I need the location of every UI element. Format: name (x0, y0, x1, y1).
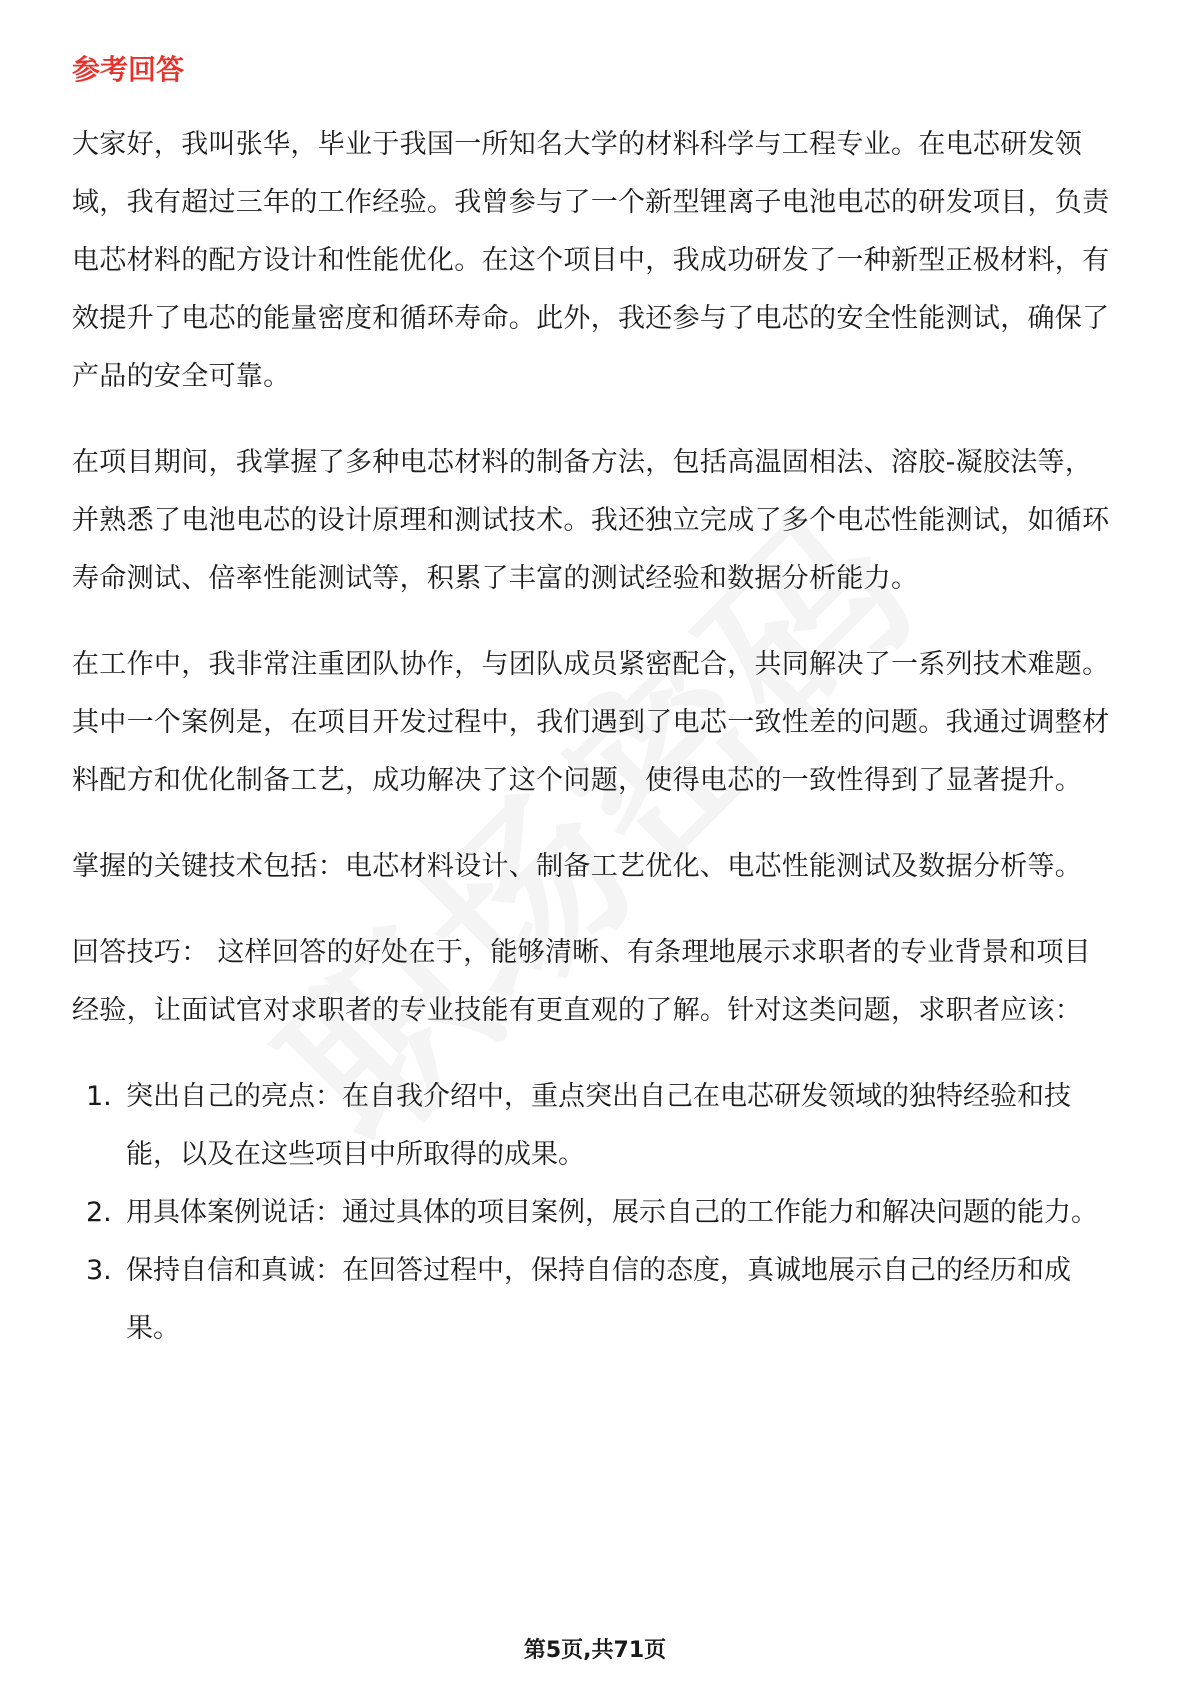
list-number: 3. (86, 1255, 112, 1286)
list-number: 2. (86, 1197, 112, 1228)
paragraph-key-tech: 掌握的关键技术包括：电芯材料设计、制备工艺优化、电芯性能测试及数据分析等。 (72, 851, 1083, 882)
list-text: 突出自己的亮点：在自我介绍中，重点突出自己在电芯研发领域的独特经验和技能，以及在这些项目中所取得的成果。 (126, 1081, 1071, 1170)
paragraph-tips-intro: 回答技巧： 这样回答的好处在于，能够清晰、有条理地展示求职者的专业背景和项目经验，让面试官对求职者的专业技能有更直观的了解。针对这类问题，求职者应该： (72, 937, 1091, 1026)
paragraph-teamwork: 在工作中，我非常注重团队协作，与团队成员紧密配合，共同解决了一系列技术难题。其中一个案例是，在项目开发过程中，我们遇到了电芯一致性差的问题。我通过调整材料配方和优化制备工艺，成功解决了这个问题，使得电芯的一致性得到了显著提升。 (72, 649, 1110, 796)
section-title: 参考回答 (72, 53, 185, 86)
list-number: 1. (86, 1081, 112, 1112)
list-item (72, 1068, 1118, 1184)
list-item (72, 1242, 1118, 1358)
list-text: 用具体案例说话：通过具体的项目案例，展示自己的工作能力和解决问题的能力。 (126, 1197, 1098, 1228)
paragraph-intro: 大家好，我叫张华，毕业于我国一所知名大学的材料科学与工程专业。在电芯研发领域，我有超过三年的工作经验。我曾参与了一个新型锂离子电池电芯的研发项目，负责电芯材料的配方设计和性能优化。在这个项目中，我成功研发了一种新型正极材料，有效提升了电芯的能量密度和循环寿命。此外，我还参与了电芯的安全性能测试，确保了产品的安全可靠。 (72, 129, 1110, 392)
list-text: 保持自信和真诚：在回答过程中，保持自信的态度，真诚地展示自己的经历和成果。 (126, 1255, 1071, 1344)
paragraph-skills: 在项目期间，我掌握了多种电芯材料的制备方法，包括高温固相法、溶胶-凝胶法等，并熟悉了电池电芯的设计原理和测试技术。我还独立完成了多个电芯性能测试，如循环寿命测试、倍率性能测试等，积累了丰富的测试经验和数据分析能力。 (72, 447, 1110, 594)
page-number-footer: 第5页,共71页 (523, 1638, 667, 1663)
list-item (72, 1184, 1118, 1242)
answer-content (72, 116, 1118, 1358)
tips-list (72, 1068, 1118, 1358)
